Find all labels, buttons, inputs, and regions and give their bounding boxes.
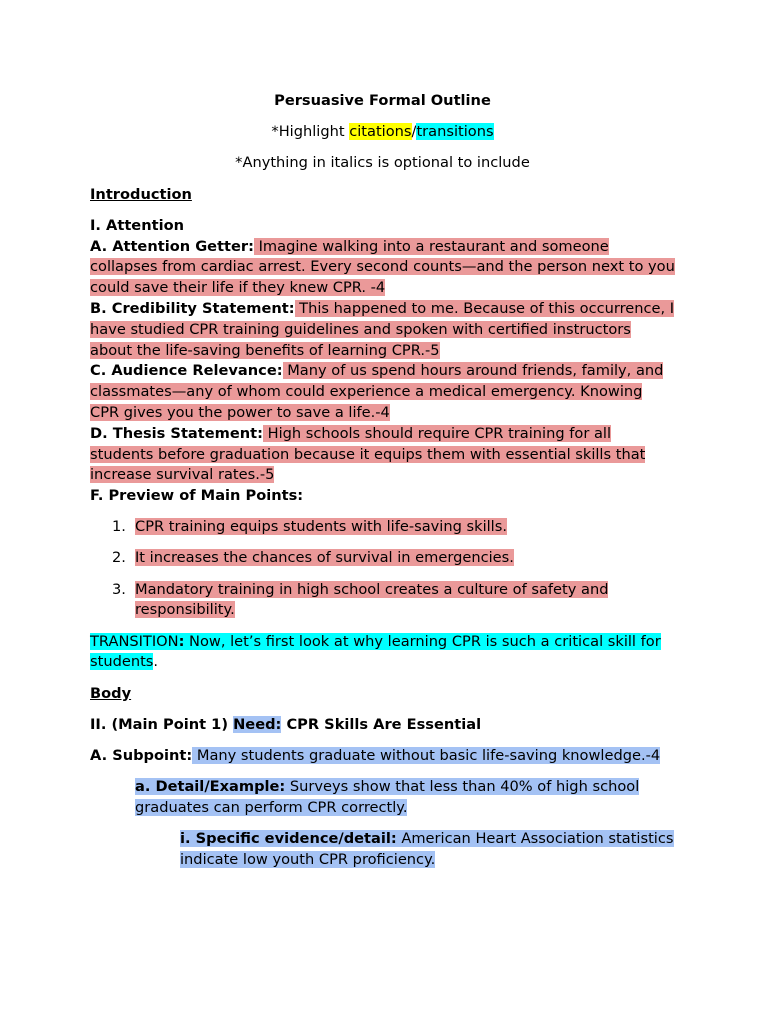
specific-evidence-label: i. Specific evidence/detail: (180, 830, 397, 848)
credibility-statement (90, 299, 675, 361)
italics-note: *Anything in italics is optional to include (235, 154, 530, 172)
specific-evidence (90, 829, 675, 871)
specific-evidence-text: American Heart Association statistics indicate low youth CPR proficiency. (180, 830, 674, 868)
list-item-number: 3. (112, 580, 126, 598)
subpoint-label: A. Subpoint: (90, 747, 193, 765)
subpoint-text: Many students graduate without basic life-saving knowledge.-4 (192, 747, 661, 765)
attention-getter-label: A. Attention Getter: (90, 237, 254, 255)
document-content (90, 91, 675, 871)
list-item-text: Mandatory training in high school creates a culture of safety and responsibility. (135, 580, 609, 619)
preview-label: F. Preview of Main Points: (90, 487, 304, 505)
main-point-need: Need: (233, 715, 282, 733)
detail-example-text: Surveys show that less than 40% of high school graduates can perform CPR correctly. (135, 778, 640, 816)
main-point-title: CPR Skills Are Essential (281, 715, 482, 733)
transition-paragraph (90, 632, 675, 674)
preview-list (90, 517, 675, 621)
main-point-heading (90, 715, 675, 736)
thesis-statement-text: High schools should require CPR training for all students before graduation because it equips them with essential skills that increase survival rates.-5 (90, 424, 646, 484)
audience-relevance-label: C. Audience Relevance: (90, 362, 283, 380)
list-item-text: CPR training equips students with life-saving skills. (135, 518, 507, 536)
highlight-note (90, 122, 675, 143)
list-item-number: 2. (112, 549, 126, 567)
main-point-prefix: II. (Main Point 1) (90, 715, 234, 733)
highlight-note-prefix: *Highlight (271, 123, 350, 141)
audience-relevance (90, 361, 675, 423)
attention-getter-text: Imagine walking into a restaurant and someone collapses from cardiac arrest. Every second counts—and the person next to you could save their life if they knew CPR. -4 (90, 237, 675, 297)
transitions-legend: transitions (416, 123, 494, 141)
transition-label: TRANSITION (90, 632, 179, 650)
detail-example (90, 777, 675, 819)
attention-getter (90, 237, 675, 299)
transition-text: Now, let’s first look at why learning CPR is such a critical skill for students (90, 632, 661, 671)
credibility-statement-text: This happened to me. Because of this occurrence, I have studied CPR training guidelines and spoken with certified instructors about the life-saving benefits of learning CPR.-5 (90, 299, 675, 359)
subpoint (90, 746, 675, 767)
body-heading: Body (90, 684, 132, 702)
list-item (90, 517, 675, 538)
list-item (90, 580, 675, 622)
detail-example-label: a. Detail/Example: (135, 778, 286, 796)
transition-colon: : (178, 632, 185, 650)
thesis-statement-label: D. Thesis Statement: (90, 424, 263, 442)
thesis-statement (90, 424, 675, 486)
credibility-statement-label: B. Credibility Statement: (90, 299, 295, 317)
transition-end: . (153, 653, 159, 671)
legend-slash: / (411, 123, 417, 141)
attention-heading: I. Attention (90, 216, 184, 234)
audience-relevance-text: Many of us spend hours around friends, family, and classmates—any of whom could experience a medical emergency. Knowing CPR gives you the power to save a life.-4 (90, 362, 664, 421)
list-item-text: It increases the chances of survival in emergencies. (135, 549, 514, 567)
citations-legend: citations (349, 123, 412, 141)
list-item (90, 548, 675, 569)
introduction-heading: Introduction (90, 185, 192, 203)
page-title: Persuasive Formal Outline (274, 92, 491, 109)
list-item-number: 1. (112, 518, 126, 536)
